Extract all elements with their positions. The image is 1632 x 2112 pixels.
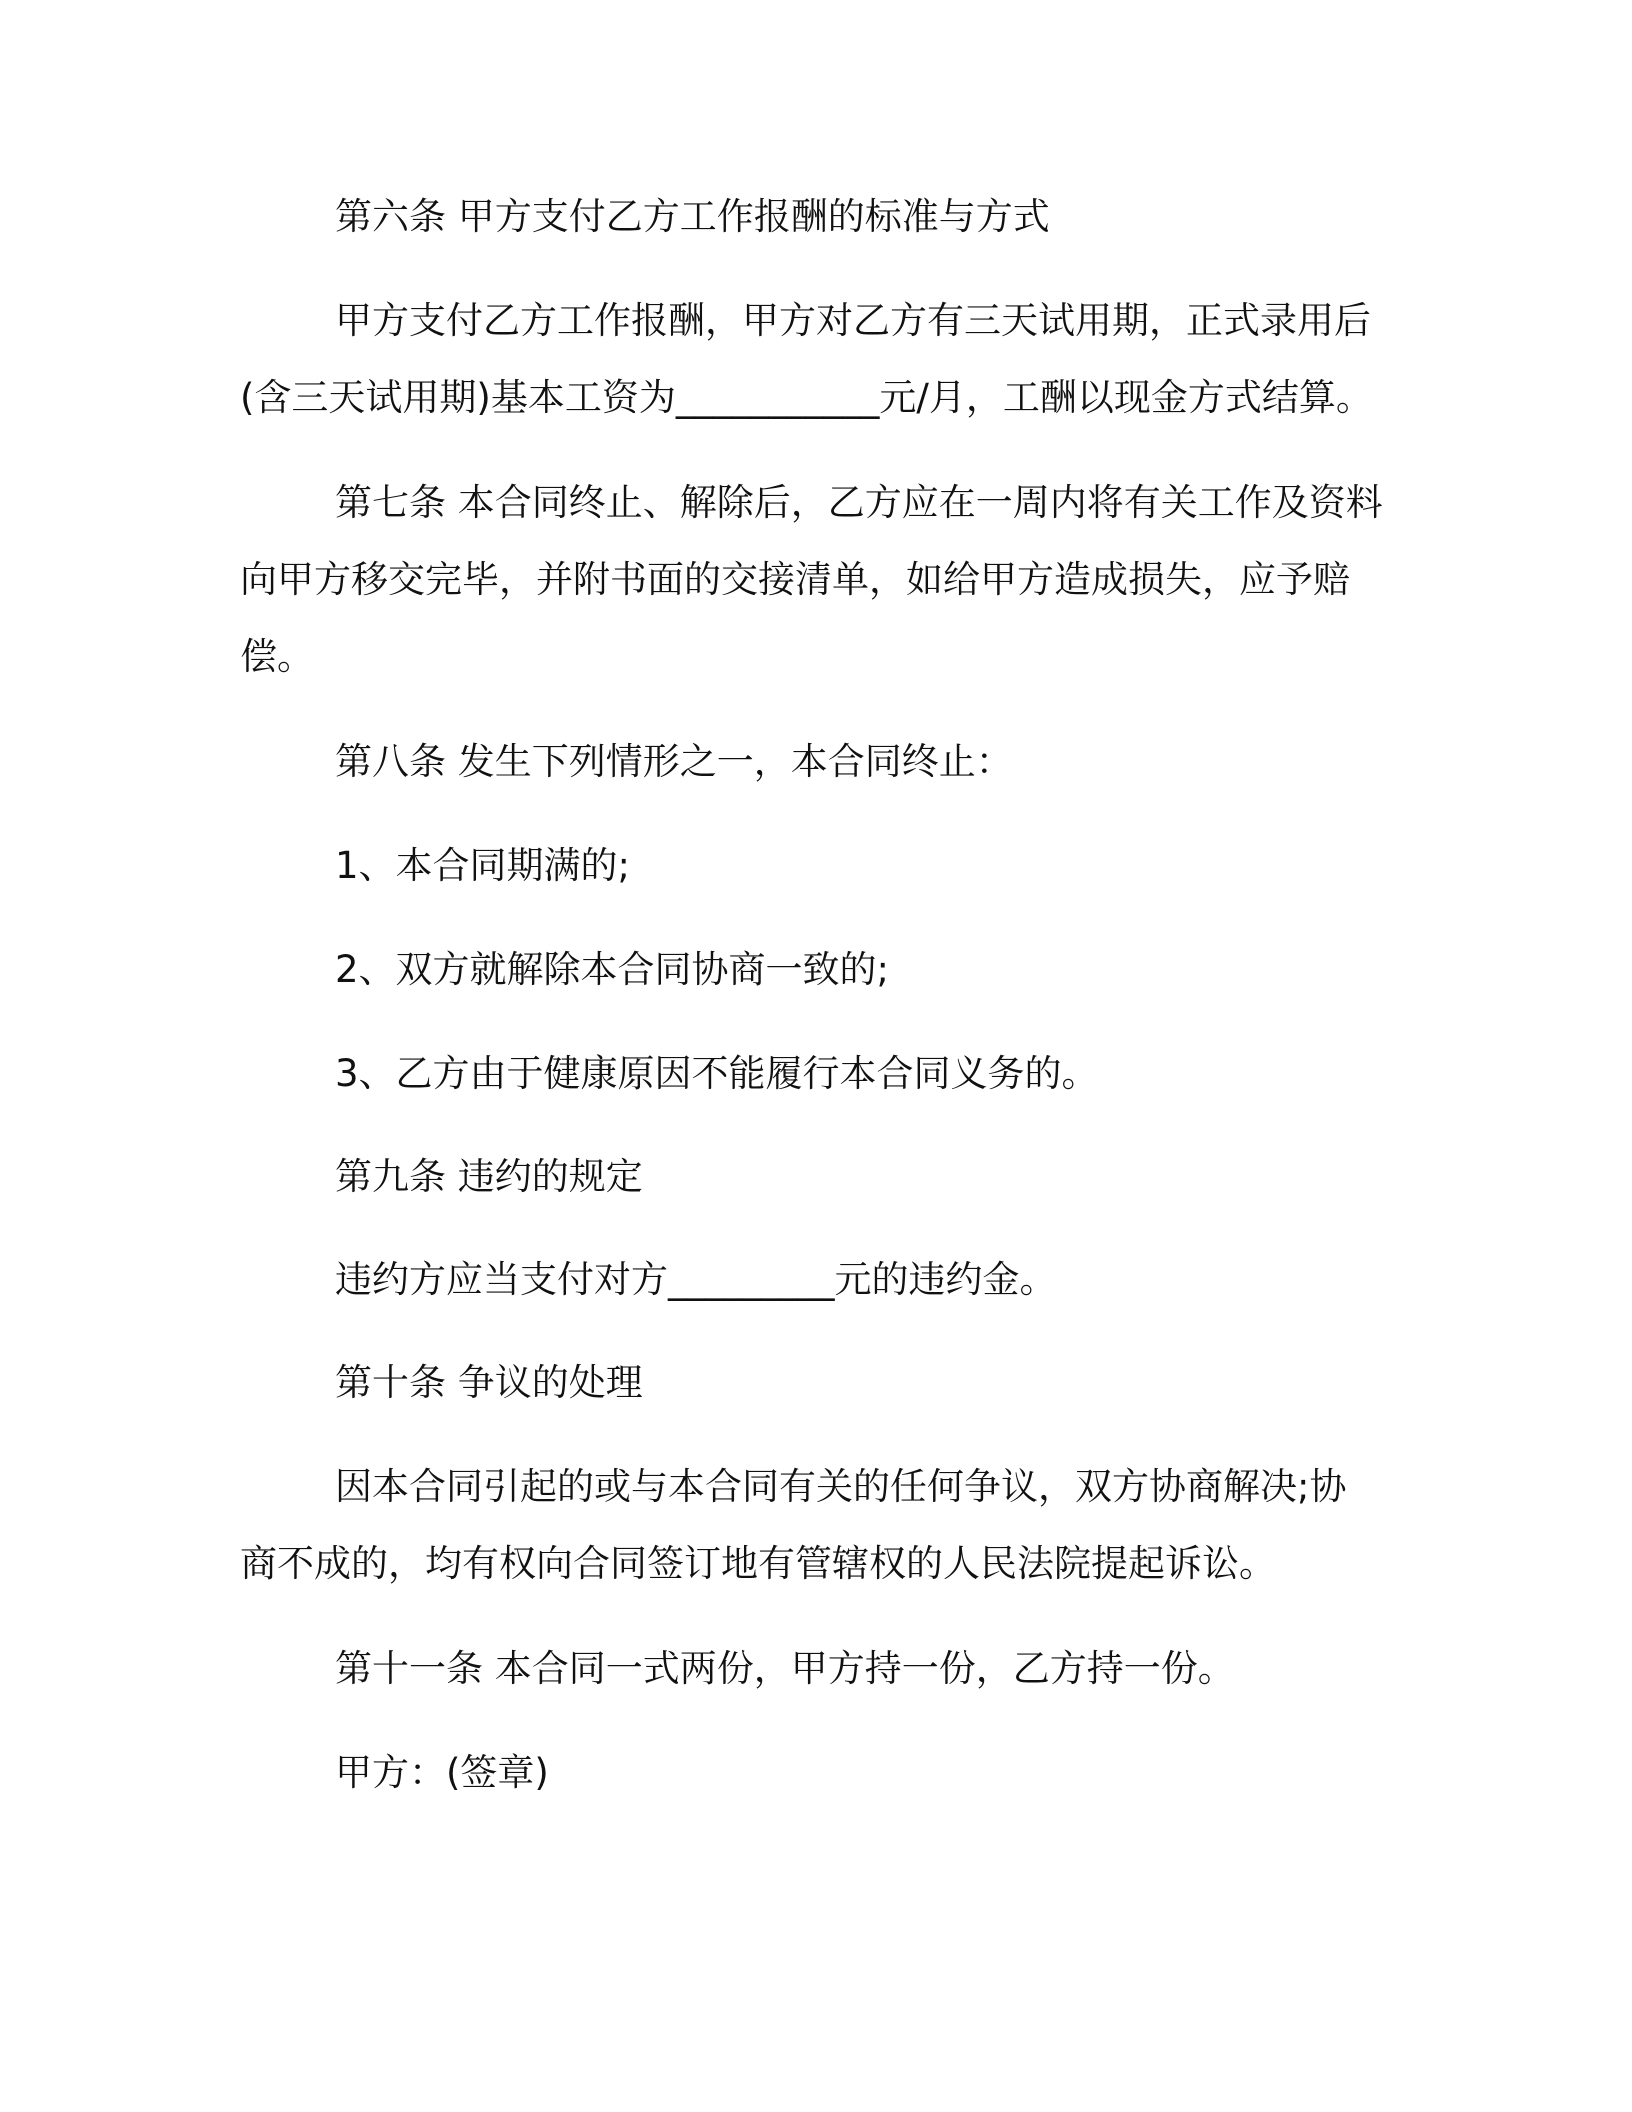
article6-body xyxy=(240,282,1400,436)
article9-heading-text: 第九条 违约的规定 xyxy=(335,1155,643,1198)
article7-line2: 向甲方移交完毕，并附书面的交接清单，如给甲方造成损失，应予赔 xyxy=(240,558,1350,601)
signature-block xyxy=(240,1734,1400,1811)
article10-line1: 因本合同引起的或与本合同有关的任何争议，双方协商解决;协 xyxy=(335,1465,1347,1508)
article9-body-text: 违约方应当支付对方_________元的违约金。 xyxy=(335,1258,1057,1301)
article8-item3 xyxy=(240,1035,1400,1112)
article8-heading-text: 第八条 发生下列情形之一，本合同终止： xyxy=(335,740,1013,783)
article7-line3: 偿。 xyxy=(240,635,314,678)
article8-heading xyxy=(240,723,1400,800)
article8-item2 xyxy=(240,931,1400,1008)
article7-line1: 第七条 本合同终止、解除后，乙方应在一周内将有关工作及资料 xyxy=(335,481,1383,524)
signature-party-a: 甲方：(签章) xyxy=(335,1751,549,1794)
article6-heading-text: 第六条 甲方支付乙方工作报酬的标准与方式 xyxy=(335,195,1050,238)
article6-body-line1: 甲方支付乙方工作报酬，甲方对乙方有三天试用期，正式录用后 xyxy=(335,299,1371,342)
article9-body xyxy=(240,1241,1400,1318)
article10-body xyxy=(240,1448,1400,1602)
list-item: 3、乙方由于健康原因不能履行本合同义务的。 xyxy=(335,1052,1099,1095)
article9-heading xyxy=(240,1138,1400,1215)
article10-heading xyxy=(240,1344,1400,1421)
list-item: 2、双方就解除本合同协商一致的; xyxy=(335,948,890,991)
article11-text: 第十一条 本合同一式两份，甲方持一份，乙方持一份。 xyxy=(335,1647,1235,1690)
article10-line2: 商不成的，均有权向合同签订地有管辖权的人民法院提起诉讼。 xyxy=(240,1542,1276,1585)
article10-heading-text: 第十条 争议的处理 xyxy=(335,1361,643,1404)
article7 xyxy=(240,464,1400,695)
list-item: 1、本合同期满的; xyxy=(335,844,631,887)
article6-body-line2: (含三天试用期)基本工资为___________元/月，工酬以现金方式结算。 xyxy=(240,376,1373,419)
article6-heading xyxy=(240,178,1400,255)
article11 xyxy=(240,1630,1400,1707)
article8-item1 xyxy=(240,827,1400,904)
